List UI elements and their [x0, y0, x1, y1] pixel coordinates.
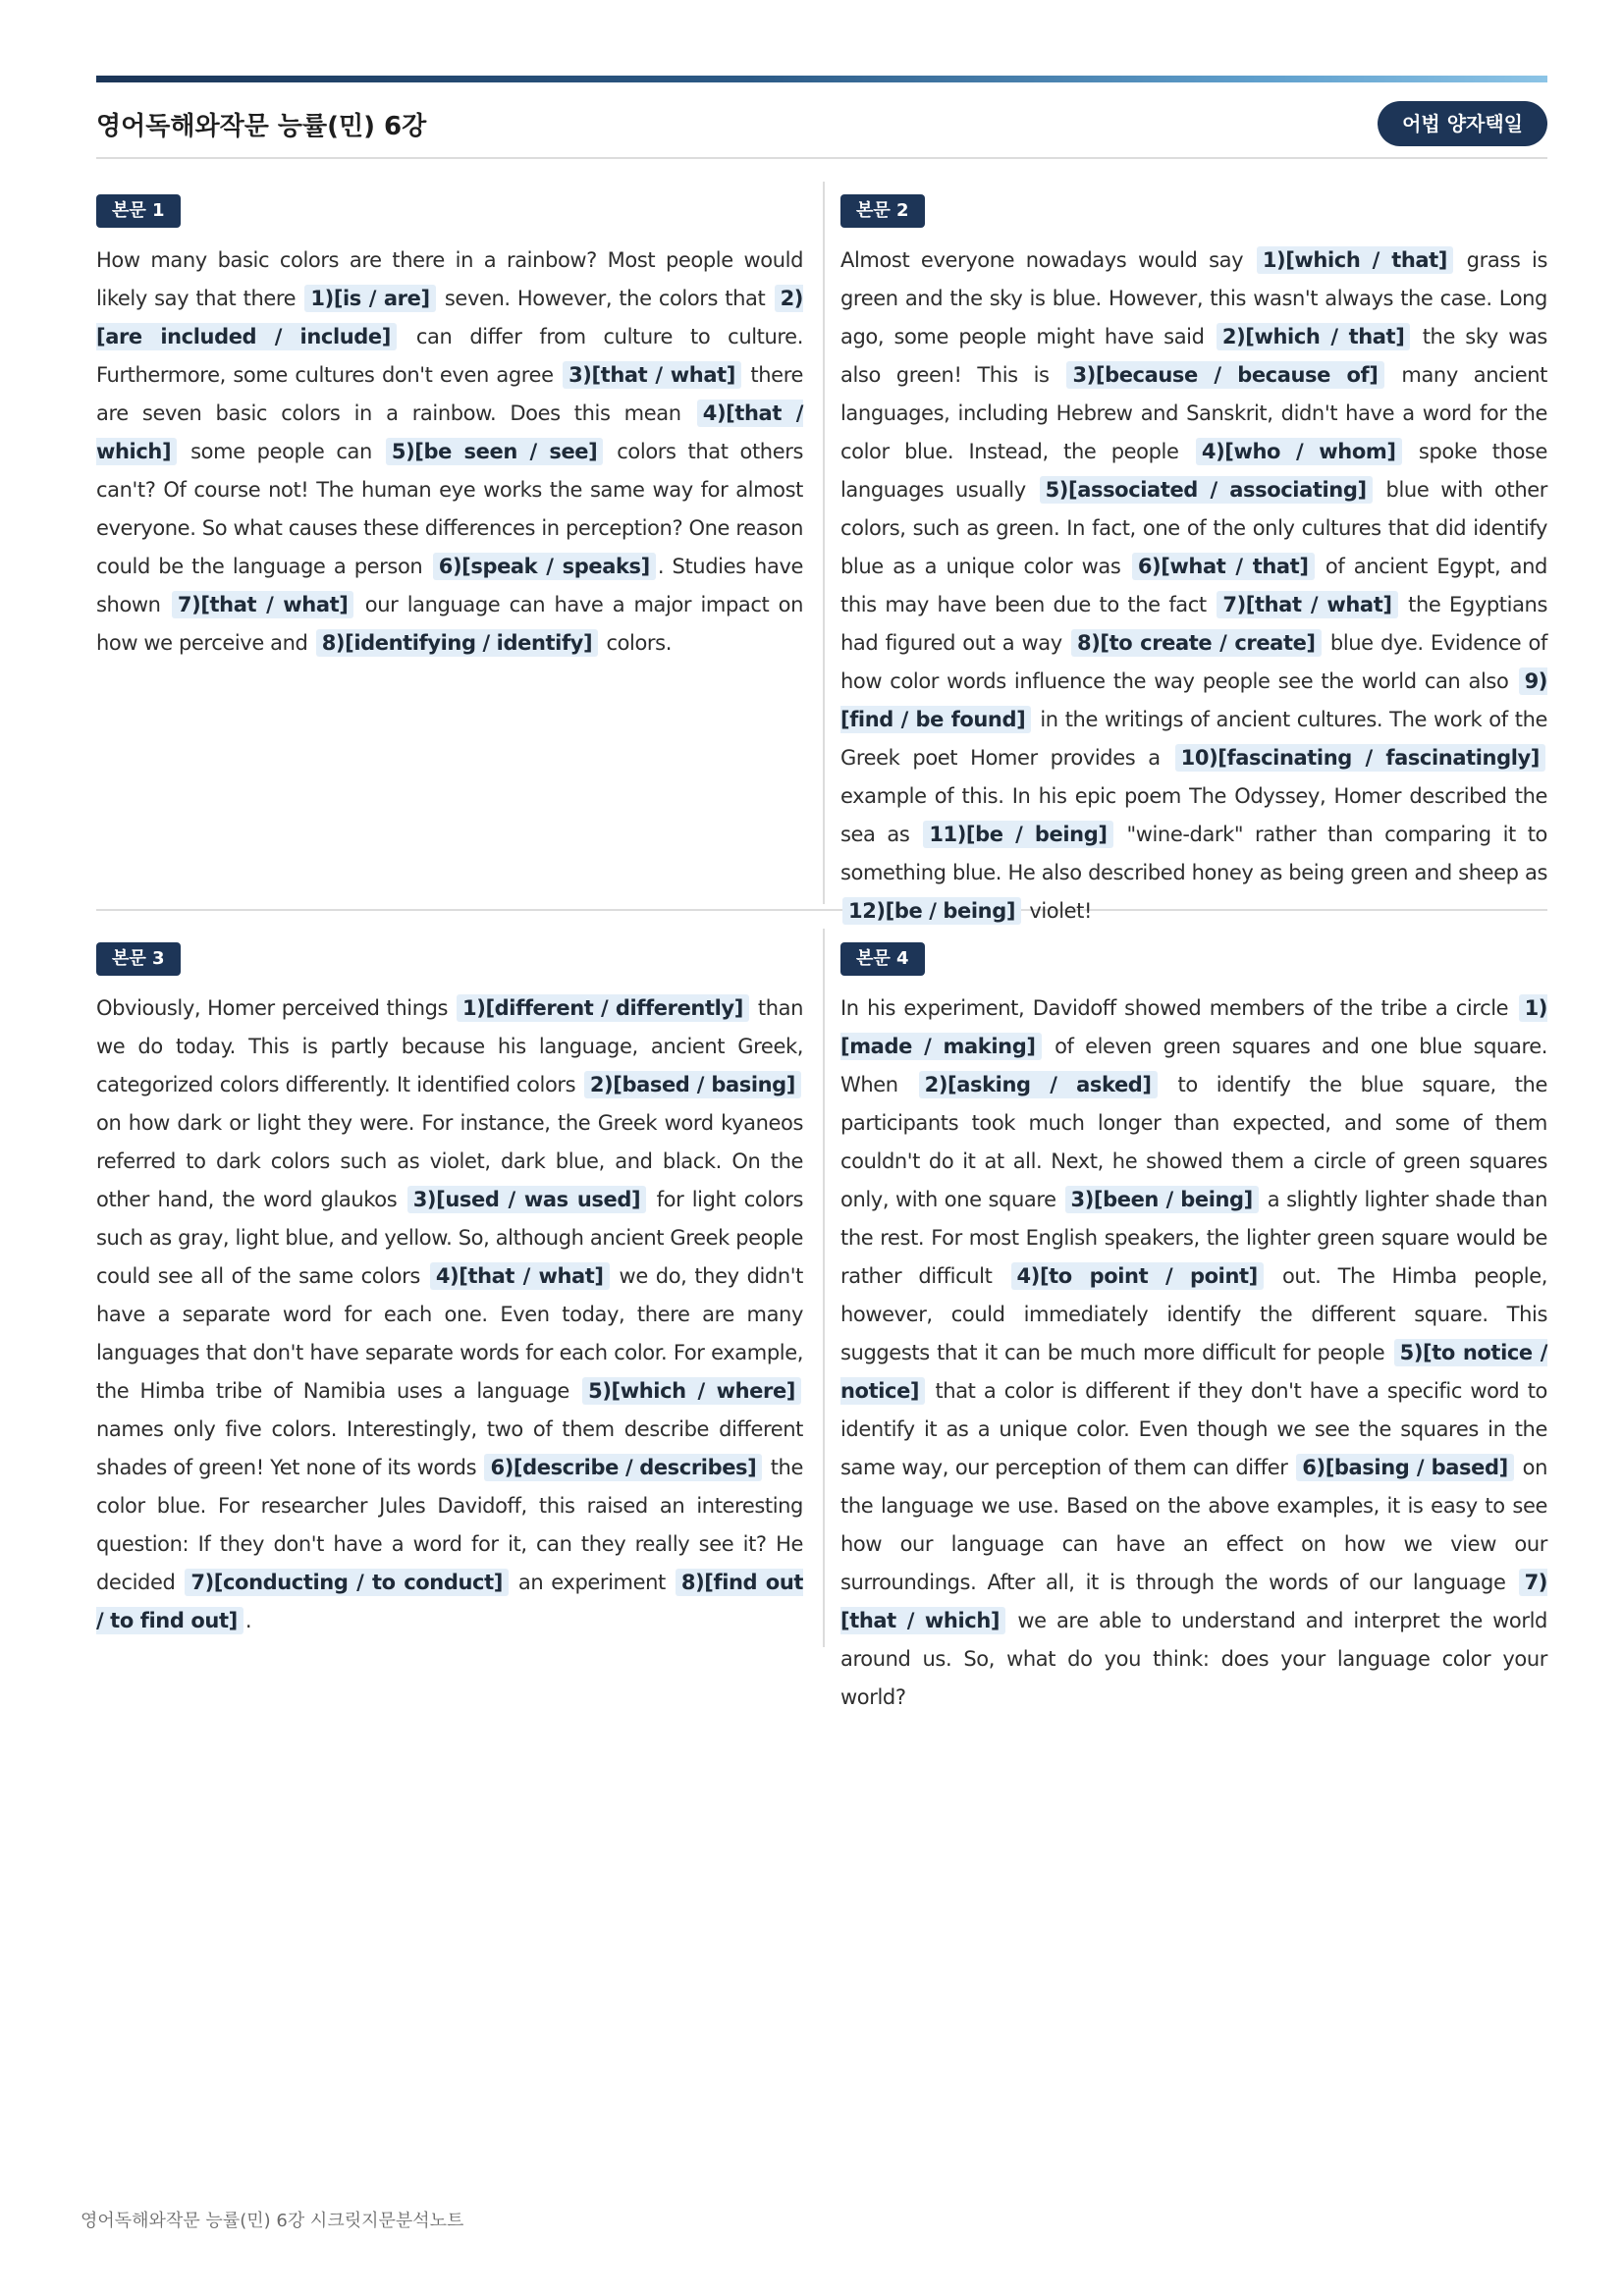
top-accent-bar	[96, 76, 1547, 82]
passage-label: 본문 3	[96, 942, 181, 976]
choice-blank: 7)[that / what]	[172, 591, 354, 618]
choice-blank: 9)[find / be found]	[840, 669, 1547, 731]
passage-text: Obviously, Homer perceived things 1)[different / differently] than we do today. This is partly because his language, ancient Greek, categorized colors differently. It identified colors 2)[based / basing] on how dark or light they were. For instance, the Greek word kyaneos referred to dark colors such as violet, dark blue, and black. On the other hand, the word glaukos 3)[used / was used] for light colors such as gray, light blue, and yellow. So, although ancient Greek people could see all of the same colors 4)[that / what] we do, they didn't have a separate word for each one. Even today, there are many languages that don't have separate words for each color. For example, the Himba tribe of Namibia uses a language 5)[which / where] names only five colors. Interestingly, two of them describe different shades of green! Yet none of its words 6)[describe / describes] the color blue. For researcher Jules Davidoff, this raised an interesting question: If they don't have a word for it, can they really see it? He decided 7)[conducting / to conduct] an experiment 8)[find out / to find out] .	[96, 996, 804, 1632]
page-title: 영어독해와작문 능률(민) 6강	[96, 111, 427, 141]
choice-blank: 8)[to create / create]	[1071, 629, 1322, 657]
choice-blank: 5)[associated / associating]	[1040, 476, 1373, 504]
choice-blank: 6)[what / that]	[1132, 553, 1315, 580]
choice-blank: 5)[which / where]	[582, 1377, 801, 1405]
passage-label: 본문 2	[840, 194, 925, 228]
choice-blank: 10)[fascinating / fascinatingly]	[1175, 744, 1545, 772]
page-header	[96, 94, 1547, 159]
choice-blank: 1)[made / making]	[840, 996, 1547, 1058]
choice-blank: 7)[that / which]	[840, 1571, 1547, 1632]
choice-blank: 8)[identifying / identify]	[316, 629, 598, 657]
choice-blank: 2)[which / that]	[1217, 323, 1411, 350]
choice-blank: 3)[that / what]	[563, 361, 741, 389]
choice-blank: 11)[be / being]	[923, 821, 1112, 848]
choice-blank: 7)[conducting / to conduct]	[185, 1569, 509, 1596]
passage-2	[840, 194, 1547, 931]
choice-blank: 2)[asking / asked]	[919, 1071, 1158, 1098]
choice-blank: 6)[speak / speaks]	[433, 553, 656, 580]
choice-blank: 5)[to notice / notice]	[840, 1341, 1547, 1403]
choice-blank: 6)[basing / based]	[1296, 1454, 1514, 1481]
choice-blank: 2)[are included / include]	[96, 287, 803, 348]
choice-blank: 1)[different / differently]	[457, 994, 749, 1022]
choice-blank: 1)[is / are]	[304, 285, 435, 312]
passage-3	[96, 942, 803, 1640]
passage-text: In his experiment, Davidoff showed members of the tribe a circle 1)[made / making] of eleven green squares and one blue square. When 2)[asking / asked] to identify the blue square, the participants took much longer than expected, and some of them couldn't do it at all. Next, he showed them a circle of green squares only, with one square 3)[been / being] a slightly lighter shade than the rest. For most English speakers, the lighter green square would be rather difficult 4)[to point / point] out. The Himba people, however, could immediately identify the different square. This suggests that it can be much more difficult for people 5)[to notice / notice] that a color is different if they don't have a specific word to identify it as a unique color. Even though we see the squares in the same way, our perception of them can differ 6)[basing / based] on the language we use. Based on the above examples, it is easy to see how our language can have an effect on how we view our surroundings. After all, it is through the words of our language 7)[that / which] we are able to understand and interpret the world around us. So, what do you think: does your language color your world?	[840, 996, 1548, 1709]
choice-blank: 7)[that / what]	[1217, 591, 1397, 618]
choice-blank: 8)[find out / to find out]	[96, 1571, 804, 1632]
passage-4	[840, 942, 1547, 1717]
passage-label: 본문 4	[840, 942, 925, 976]
choice-blank: 4)[that / what]	[430, 1262, 610, 1290]
choice-blank: 4)[that / which]	[96, 401, 803, 463]
column-divider-bottom	[823, 929, 825, 1647]
choice-blank: 4)[to point / point]	[1011, 1262, 1264, 1290]
passage-label: 본문 1	[96, 194, 181, 228]
choice-blank: 5)[be seen / see]	[386, 438, 603, 465]
passage-text: Almost everyone nowadays would say 1)[which / that] grass is green and the sky is blue. However, this wasn't always the case. Long ago, some people might have said 2)[which / that] the sky was also green! This is 3)[because / because of] many ancient languages, including Hebrew and Sanskrit, didn't have a word for the color blue. Instead, the people 4)[who / whom] spoke those languages usually 5)[associated / associating] blue with other colors, such as green. In fact, one of the only cultures that did identify blue as a unique color was 6)[what / that] of ancient Egypt, and this may have been due to the fact 7)[that / what] the Egyptians had figured out a way 8)[to create / create] blue dye. Evidence of how color words influence the way people see the world can also 9)[find / be found] in the writings of ancient cultures. The work of the Greek poet Homer provides a 10)[fascinating / fascinatingly] example of this. In his epic poem The Odyssey, Homer described the sea as 11)[be / being] "wine-dark" rather than comparing it to something blue. He also described honey as being green and sheep as 12)[be / being] violet!	[840, 248, 1548, 923]
passage-1	[96, 194, 803, 663]
choice-blank: 1)[which / that]	[1257, 246, 1453, 274]
choice-blank: 4)[who / whom]	[1196, 438, 1402, 465]
choice-blank: 3)[used / was used]	[407, 1186, 646, 1213]
choice-blank: 6)[describe / describes]	[484, 1454, 762, 1481]
page-footer: 영어독해와작문 능률(민) 6강 시크릿지문분석노트	[81, 2211, 464, 2231]
passage-text: How many basic colors are there in a rainbow? Most people would likely say that there 1)[is / are] seven. However, the colors that 2)[are included / include] can differ from culture to culture. Furthermore, some cultures don't even agree 3)[that / what] there are seven basic colors in a rainbow. Does this mean 4)[that / which] some people can 5)[be seen / see] colors that others can't? Of course not! The human eye works the same way for almost everyone. So what causes these differences in perception? One reason could be the language a person 6)[speak / speaks] . Studies have shown 7)[that / what] our language can have a major impact on how we perceive and 8)[identifying / identify] colors.	[96, 248, 803, 655]
choice-blank: 3)[because / because of]	[1066, 361, 1383, 389]
column-divider-top	[823, 182, 825, 904]
worksheet-type-badge: 어법 양자택일	[1378, 101, 1547, 146]
choice-blank: 3)[been / being]	[1065, 1186, 1259, 1213]
choice-blank: 2)[based / basing]	[584, 1071, 801, 1098]
choice-blank: 12)[be / being]	[842, 897, 1021, 925]
